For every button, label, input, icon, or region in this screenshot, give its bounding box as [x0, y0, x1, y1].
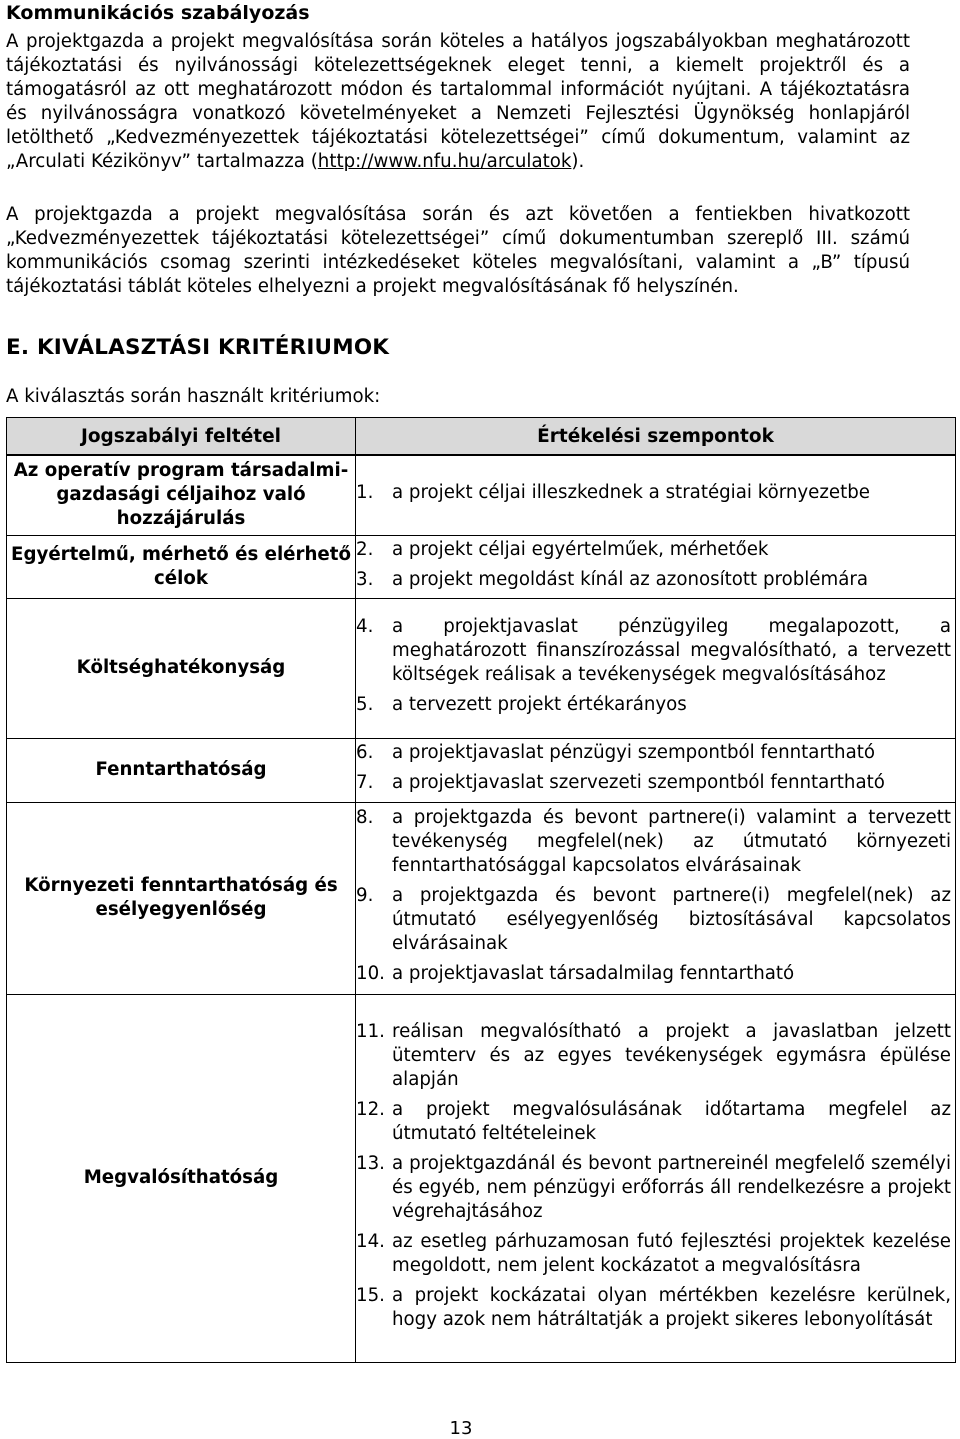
criteria-list: [356, 1020, 955, 1332]
criteria-table: [6, 417, 956, 1363]
table-row: [7, 994, 956, 1362]
criterion-number: 3.: [356, 568, 374, 590]
criterion-text: a projektgazda és bevont partnere(i) valamint a tervezett tevékenység megfelel(nek) az útmutató környezeti fenntarthatósággal kapcsolatos elvárásainak: [392, 807, 951, 876]
header-requirement: Jogszabályi feltétel: [7, 418, 356, 456]
criteria-cell: [356, 535, 956, 598]
criterion-number: 13.: [356, 1153, 385, 1174]
list-item: [356, 538, 955, 562]
criterion-text: a projektjavaslat pénzügyileg megalapozott, a meghatározott finanszírozással megvalósítható, a tervezett költségek reálisak a tevékenységek megvalósításához: [392, 616, 951, 685]
table-row: [7, 598, 956, 738]
paragraph-communication-rules: [6, 30, 910, 174]
criteria-list: [356, 538, 955, 592]
list-item: [356, 884, 955, 956]
criterion-text: a projekt céljai illeszkednek a stratégiai környezetbe: [392, 482, 870, 504]
criterion-text: a projekt céljai egyértelműek, mérhetőek: [392, 538, 769, 560]
criteria-cell: [356, 455, 956, 535]
criterion-text: reálisan megvalósítható a projekt a javaslatban jelzett ütemterv és az egyes tevékenységek egymásra épülése alapján: [392, 1021, 951, 1090]
paragraph-text: A projektgazda a projekt megvalósítása során köteles a hatályos jogszabályokban meghatározott tájékoztatási és nyilvánossági kötelezettségeknek eleget tenni, a kiemelt projektről és a támogatásról az ott meghatározott módon és tartalommal információt nyújtani. A tájékoztatásra és nyilvánosságra vonatkozó követelményeket a Nemzeti Fejlesztési Ügynökség honlapjáról letölthető „Kedvezményezettek tájékoztatási kötelezettségei” című dokumentum, valamint az „Arculati Kézikönyv” tartalmazza (: [6, 31, 910, 172]
list-item: [356, 741, 955, 765]
list-item: [356, 615, 955, 687]
paragraph-communication-package: A projektgazda a projekt megvalósítása során és azt követően a fentiekben hivatkozott „Kedvezményezettek tájékoztatási kötelezettségei” című dokumentumban szereplő III. számú kommunikációs csomag szerinti intézkedéseket köteles megvalósítani, valamint a „B” típusú tájékoztatási táblát köteles elhelyezni a projekt megvalósításának fő helyszínén.: [6, 204, 910, 297]
list-item: [356, 568, 955, 592]
table-row: [7, 455, 956, 535]
list-item: [356, 806, 955, 878]
criteria-list: [356, 481, 955, 505]
requirement-cell: Megvalósíthatóság: [7, 994, 356, 1362]
list-item: [356, 1152, 955, 1224]
requirement-cell: Környezeti fenntarthatóság és esélyegyenlőség: [7, 802, 356, 994]
criterion-number: 2.: [356, 538, 374, 560]
table-header-row: [7, 418, 956, 456]
criterion-text: a projektjavaslat társadalmilag fenntartható: [392, 963, 795, 984]
criterion-text: a projekt megoldást kínál az azonosított problémára: [392, 568, 868, 590]
criterion-text: a projekt megvalósulásának időtartama megfelel az útmutató feltételeinek: [392, 1099, 951, 1144]
criteria-cell: [356, 738, 956, 802]
header-criteria: Értékelési szempontok: [356, 418, 956, 456]
criterion-number: 5.: [356, 694, 374, 715]
criteria-list: [356, 741, 955, 795]
criterion-number: 6.: [356, 742, 374, 763]
list-item: [356, 1098, 955, 1146]
page-number: 13: [449, 1418, 473, 1439]
list-item: [356, 1020, 955, 1092]
criterion-text: a projekt kockázatai olyan mértékben kezelésre kerülnek, hogy azok nem hátráltatják a projekt sikeres lebonyolítását: [392, 1285, 951, 1330]
table-row: [7, 802, 956, 994]
criterion-number: 9.: [356, 885, 374, 906]
criterion-text: a projektgazdánál és bevont partnereinél megfelelő személyi és egyéb, nem pénzügyi erőforrás áll rendelkezésre a projekt végrehajtásához: [392, 1153, 951, 1222]
criteria-list: [356, 806, 955, 986]
criterion-text: az esetleg párhuzamosan futó fejlesztési projektek kezelése megoldott, nem jelent kockázatot a megvalósításra: [392, 1231, 951, 1276]
criteria-intro: A kiválasztás során használt kritériumok:: [6, 386, 381, 407]
table-row: [7, 738, 956, 802]
criterion-number: 1.: [356, 482, 374, 504]
criterion-text: a tervezett projekt értékarányos: [392, 694, 687, 715]
criterion-number: 4.: [356, 616, 374, 637]
requirement-cell: Fenntarthatóság: [7, 738, 356, 802]
requirement-cell: Az operatív program társadalmi-gazdasági céljaihoz való hozzájárulás: [7, 455, 356, 535]
list-item: [356, 1284, 955, 1332]
list-item: [356, 481, 955, 505]
arculatok-link[interactable]: http://www.nfu.hu/arculatok: [317, 151, 572, 172]
criteria-cell: [356, 802, 956, 994]
requirement-cell: Költséghatékonyság: [7, 598, 356, 738]
section-title-selection-criteria: E. KIVÁLASZTÁSI KRITÉRIUMOK: [6, 335, 390, 360]
criteria-cell: [356, 994, 956, 1362]
criterion-number: 10.: [356, 963, 385, 984]
criterion-text: a projektjavaslat szervezeti szempontból fenntartható: [392, 772, 885, 793]
table-row: [7, 535, 956, 598]
criterion-number: 11.: [356, 1021, 385, 1042]
criterion-text: a projektjavaslat pénzügyi szempontból fenntartható: [392, 742, 875, 763]
criterion-text: a projektgazda és bevont partnere(i) megfelel(nek) az útmutató esélyegyenlőség biztosításával kapcsolatos elvárásainak: [392, 885, 951, 954]
criterion-number: 12.: [356, 1099, 385, 1120]
criterion-number: 7.: [356, 772, 374, 793]
criterion-number: 15.: [356, 1285, 385, 1306]
criterion-number: 14.: [356, 1231, 385, 1252]
requirement-cell: Egyértelmű, mérhető és elérhető célok: [7, 535, 356, 598]
list-item: [356, 1230, 955, 1278]
criterion-number: 8.: [356, 807, 374, 828]
section-title-communication: Kommunikációs szabályozás: [6, 2, 310, 24]
criteria-table-body: [7, 455, 956, 1362]
list-item: [356, 962, 955, 986]
paragraph-text-end: ).: [571, 151, 585, 172]
criteria-cell: [356, 598, 956, 738]
criteria-list: [356, 615, 955, 717]
list-item: [356, 693, 955, 717]
list-item: [356, 771, 955, 795]
